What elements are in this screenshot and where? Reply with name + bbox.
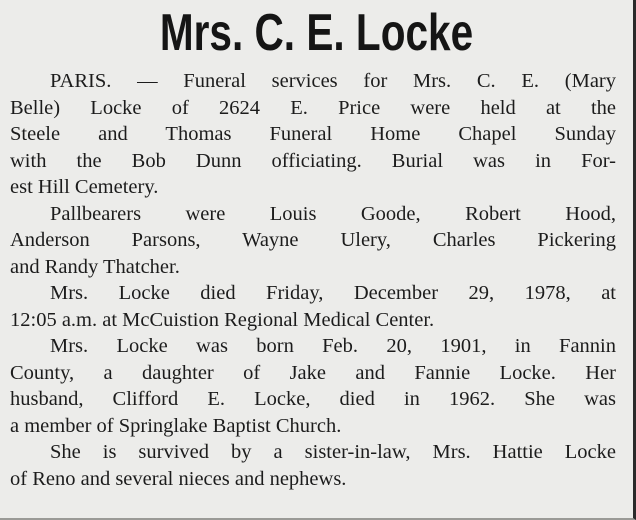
text-line: 12:05 a.m. at McCuistion Regional Medical Center. — [10, 308, 435, 331]
paragraph-survivors — [10, 439, 616, 492]
text-line: of Reno and several nieces and nephews. — [10, 467, 347, 490]
paragraph-funeral-services — [10, 68, 616, 201]
paragraph-pallbearers — [10, 201, 616, 281]
paragraph-biography — [10, 333, 616, 439]
obituary-body — [10, 68, 616, 492]
text-line: Mrs. Locke died Friday, December 29, 1978, at — [50, 282, 616, 304]
text-line: and Randy Thatcher. — [10, 255, 180, 278]
text-line: Belle) Locke of 2624 E. Price were held at the — [10, 96, 616, 119]
obituary-headline: Mrs. C. E. Locke — [159, 4, 474, 62]
text-line: Anderson Parsons, Wayne Ulery, Charles Pickering — [10, 229, 616, 251]
text-line: PARIS. — Funeral services for Mrs. C. E. (Mary — [50, 70, 616, 92]
text-line: est Hill Cemetery. — [10, 176, 159, 198]
text-line: She is survived by a sister-in-law, Mrs. Hattie Locke — [50, 441, 616, 463]
text-line: with the Bob Dunn officiating. Burial was in For- — [10, 149, 616, 172]
text-line: County, a daughter of Jake and Fannie Locke. Her — [10, 361, 616, 384]
text-line: Mrs. Locke was born Feb. 20, 1901, in Fannin — [50, 335, 616, 357]
text-line: a member of Springlake Baptist Church. — [10, 414, 342, 437]
paragraph-death — [10, 280, 616, 333]
text-line: Pallbearers were Louis Goode, Robert Hood, — [50, 202, 616, 225]
text-line: Steele and Thomas Funeral Home Chapel Sunday — [10, 123, 616, 145]
text-line: husband, Clifford E. Locke, died in 1962. She was — [10, 388, 616, 410]
